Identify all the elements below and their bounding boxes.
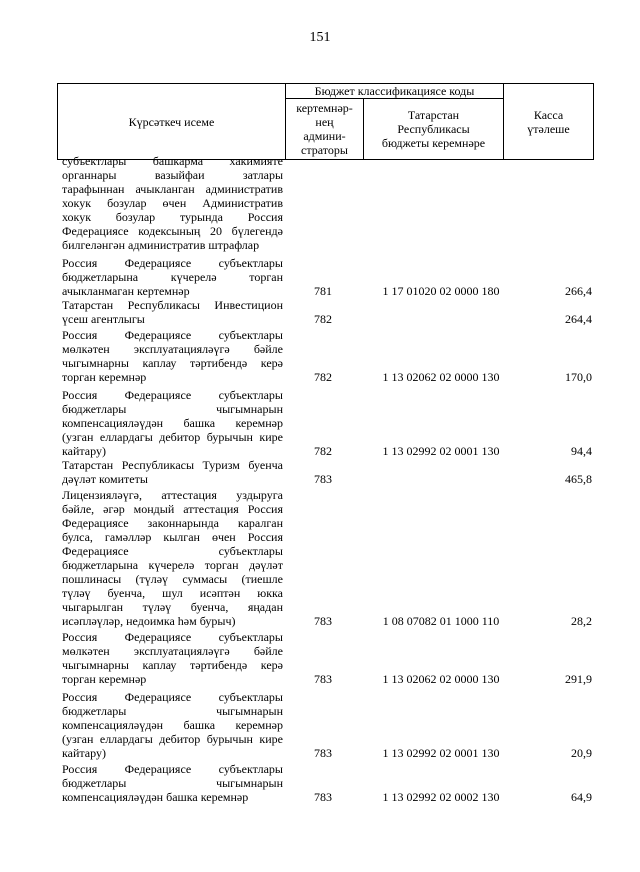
description-line: Федерациясе субъектлары [62,544,283,558]
row-cash-amount: 291,9 [565,672,592,686]
description-line: Татарстан Республикасы Инвестицион [62,298,283,312]
row-description [62,690,283,760]
description-line: Федерациясе кодексының 20 бүлегендә [62,224,283,238]
description-line: ачыкланмаган кертемнәр [62,284,190,298]
header-revenues: Татарстан Республикасы бюджеты керемнәре [364,99,504,160]
table-row [62,154,592,252]
table-row [62,488,592,628]
row-cash-amount: 94,4 [571,444,592,458]
table-row [62,630,592,686]
description-line: субъектлары башкарма хакимияте [62,154,283,168]
description-line: чыгарылган түләү буенча, яңадан [62,600,283,614]
row-description [62,458,283,486]
row-description [62,256,283,298]
description-line: органнары вазыйфаи затлары [62,168,283,182]
row-description [62,298,283,326]
row-cash-amount: 20,9 [571,746,592,760]
row-description [62,328,283,384]
header-budget-codes: Бюджет классификациясе коды [286,84,504,99]
description-line: торган керемнәр [62,672,147,686]
header-indicator: Күрсәткеч исеме [58,84,286,160]
row-admin-code: 782 [314,312,332,326]
description-line: бәйле, әгәр мондый аттестация Россия [62,502,283,516]
page-number: 151 [309,30,331,45]
description-line: бюджетлары чыгымнарын [62,402,283,416]
description-line: пошлинасы (түләү суммасы (тиешле [62,572,283,586]
description-line: (узган еллардагы дебитор бурычын кире [62,430,283,444]
description-line: Россия Федерациясе субъектлары [62,762,283,776]
row-cash-amount: 266,4 [565,284,592,298]
row-revenue-code: 1 13 02992 02 0001 130 [382,444,500,458]
description-line: кайтару) [62,746,106,760]
description-line: дәүләт комитеты [62,472,148,486]
description-line: компенсацияләүдән башка керемнәр [62,790,249,804]
description-line: торган керемнәр [62,370,147,384]
table-body [62,154,592,804]
row-revenue-code: 1 13 02062 02 0000 130 [382,370,500,384]
row-description [62,762,283,804]
header-admins: кертемнәр- нең админи- страторы [286,99,364,160]
description-line: компенсацияләүдән башка керемнәр [62,416,283,430]
table-row [62,256,592,298]
description-line: булса, гамәлләр кылган өчен Россия [62,530,283,544]
row-description [62,154,283,252]
description-line: билгеләнгән административ штрафлар [62,238,260,252]
description-line: исәпләүләр, недоимка һәм бурыч) [62,614,236,628]
row-revenue-code: 1 13 02992 02 0002 130 [382,790,500,804]
description-line: Россия Федерациясе субъектлары [62,388,283,402]
row-revenue-code: 1 08 07082 01 1000 110 [382,614,500,628]
row-description [62,630,283,686]
table-row [62,328,592,384]
row-cash-amount: 465,8 [565,472,592,486]
table-row [62,298,592,326]
description-line: кайтару) [62,444,106,458]
row-description [62,388,283,458]
row-admin-code: 783 [314,614,332,628]
description-line: тарафыннан ачыкланган административ [62,182,283,196]
table-row [62,690,592,760]
row-revenue-code: 1 17 01020 02 0000 180 [382,284,500,298]
description-line: Россия Федерациясе субъектлары [62,690,283,704]
description-line: компенсацияләүдән башка керемнәр [62,718,283,732]
row-revenue-code: 1 13 02062 02 0000 130 [382,672,500,686]
row-description [62,488,283,628]
description-line: Татарстан Республикасы Туризм буенча [62,458,283,472]
row-admin-code: 783 [314,672,332,686]
description-line: бюджетларына күчерелә торган [62,270,283,284]
description-line: (узган еллардагы дебитор бурычын кире [62,732,283,746]
row-admin-code: 782 [314,370,332,384]
description-line: бюджетлары чыгымнарын [62,776,283,790]
description-line: Лицензияләүгә, аттестация уздыруга [62,488,283,502]
description-line: хокук бозулар өчен Административ [62,196,283,210]
table-row [62,388,592,458]
row-cash-amount: 28,2 [571,614,592,628]
description-line: чыгымнарны каплау тәртибендә керә [62,356,283,370]
row-cash-amount: 264,4 [565,312,592,326]
description-line: чыгымнарны каплау тәртибендә керә [62,658,283,672]
description-line: Федерациясе законнарында каралган [62,516,283,530]
description-line: Россия Федерациясе субъектлары [62,256,283,270]
table-row [62,458,592,486]
description-line: үсеш агентлыгы [62,312,145,326]
description-line: Россия Федерациясе субъектлары [62,630,283,644]
description-line: мөлкәтен эксплуатацияләүгә бәйле [62,342,283,356]
header-cash: Касса үтәлеше [504,84,594,160]
table-header [57,83,594,160]
table-row [62,762,592,804]
row-revenue-code: 1 13 02992 02 0001 130 [382,746,500,760]
row-admin-code: 783 [314,790,332,804]
row-cash-amount: 170,0 [565,370,592,384]
description-line: Россия Федерациясе субъектлары [62,328,283,342]
row-cash-amount: 64,9 [571,790,592,804]
description-line: бюджетлары чыгымнарын [62,704,283,718]
row-admin-code: 783 [314,472,332,486]
description-line: мөлкәтен эксплуатацияләүгә бәйле [62,644,283,658]
row-admin-code: 782 [314,444,332,458]
description-line: бюджетларына күчерелә торган дәүләт [62,558,283,572]
description-line: хокук бозулар турында Россия [62,210,283,224]
row-admin-code: 781 [314,284,332,298]
description-line: түләү буенча, шул исәптән юкка [62,586,283,600]
row-admin-code: 783 [314,746,332,760]
